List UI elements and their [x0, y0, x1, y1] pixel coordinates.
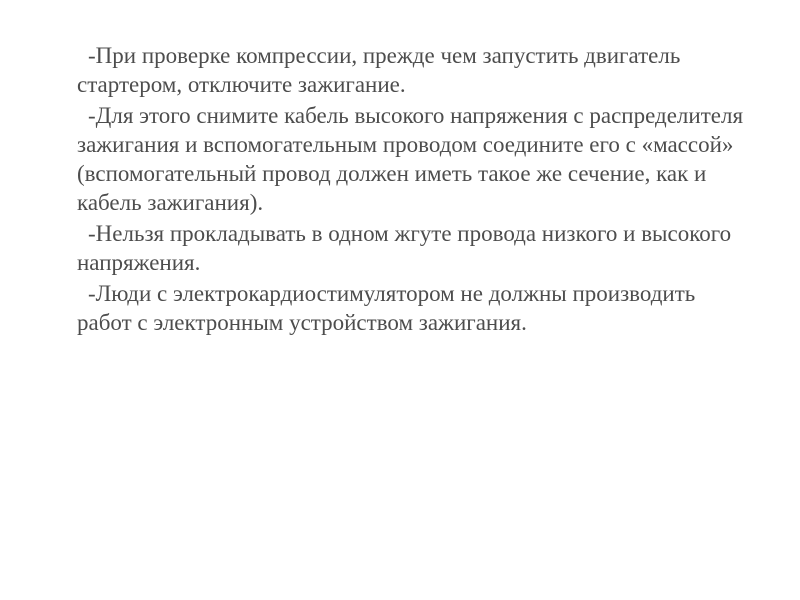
body-text [77, 41, 751, 339]
paragraph-compression-check: -При проверке компрессии, прежде чем запустить двигатель стартером, отключите зажигание. [77, 43, 681, 97]
paragraph-pacemaker-warning: -Люди с электрокардиостимулятором не должны производить работ с электронным устройством зажигания. [77, 281, 696, 335]
paragraph-wiring-harness: -Нельзя прокладывать в одном жгуте провода низкого и высокого напряжения. [77, 221, 732, 275]
paragraph-ground-cable: -Для этого снимите кабель высокого напряжения с распределителя зажигания и вспомогательным проводом соедините его с «массой» (вспомогательный провод должен иметь такое же сечение, как и кабель зажигания). [77, 103, 744, 215]
